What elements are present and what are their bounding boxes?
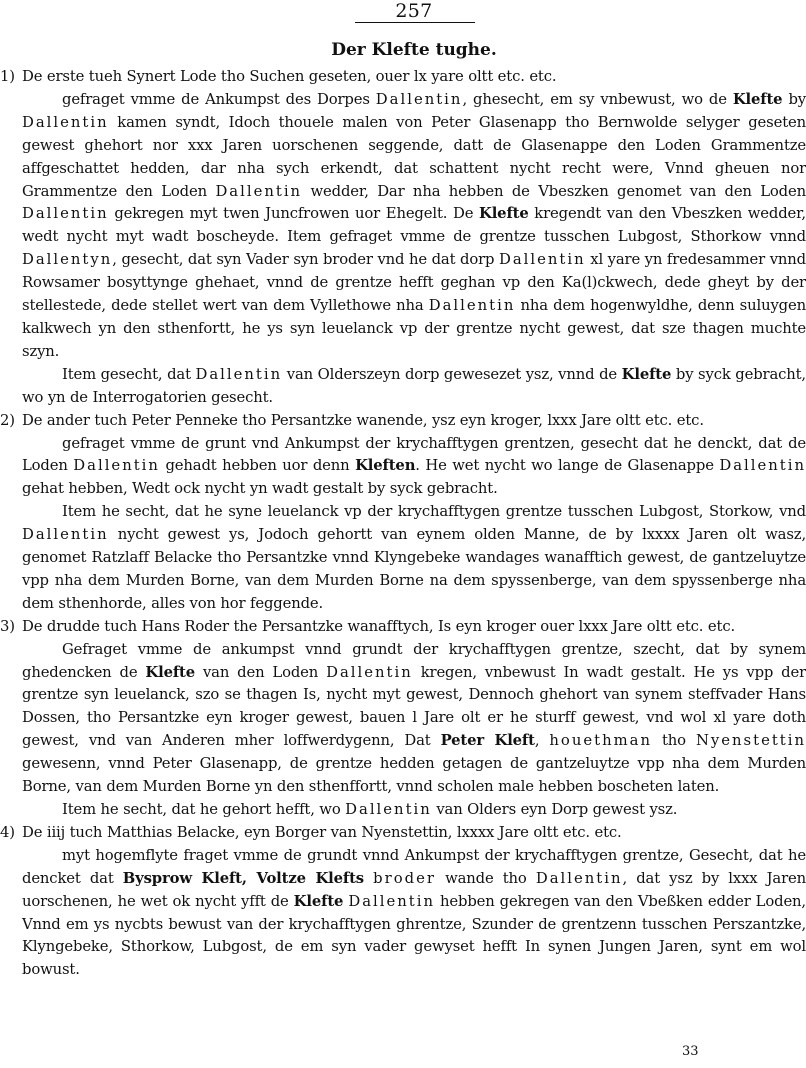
testimony-paragraph bbox=[22, 639, 806, 799]
text-run: Item gesecht, dat bbox=[62, 365, 196, 383]
text-run: gefraget vmme de Ankumpst des Dorpes bbox=[62, 90, 376, 108]
text-run: wedder, Dar nha hebben de Vbeszken genomet van den Loden bbox=[302, 182, 806, 200]
text-run: Item he secht, dat he gehort hefft, wo bbox=[62, 801, 346, 818]
witness-intro-text: De erste tueh Synert Lode tho Suchen geseten, ouer lx yare oltt etc. etc. bbox=[22, 68, 557, 85]
spaced-name: Dallentin bbox=[73, 457, 160, 475]
witness-number: 4) bbox=[0, 823, 15, 841]
emphasized-name: Klefte bbox=[293, 892, 344, 910]
text-run: hebben gekregen van den Vbeßken edder Loden, Vnnd em ys nycbts bewust van der krychafftygen ghrentze, Szunder de grentzenn tusschen Perszantzke, Klyngebeke, Sthorkow, Lubgost, de em syn vader gewyset hefft In synen Jungen Jaren, synt em wol bowust. bbox=[22, 892, 806, 979]
spaced-name: Dallentin bbox=[195, 365, 283, 383]
emphasized-name: Kleften bbox=[355, 457, 416, 475]
section-heading: Der Klefte tughe. bbox=[331, 40, 497, 60]
text-run: gehadt hebben uor denn bbox=[159, 457, 356, 475]
witness-intro bbox=[0, 410, 806, 433]
text-run: nha dem hogenwyldhe, denn suluygen kalkwech yn den sthenfortt, he ys syn leuelanck vp der grentze nycht gewest, dat sze thagen muchte szyn. bbox=[22, 297, 806, 360]
witness-number: 1) bbox=[0, 68, 15, 85]
emphasized-name: Klefte bbox=[621, 365, 672, 383]
spaced-name: Dallentin bbox=[535, 869, 623, 887]
text-run: myt hogemflyte fraget vmme de grundt vnnd Ankumpst der krychafftygen grentze, Gesecht, dat he dencket dat bbox=[22, 846, 806, 887]
emphasized-name: Peter Kleft bbox=[440, 732, 535, 750]
text-run: by syck gebracht, wo yn de Interrogatorien gesecht. bbox=[22, 365, 806, 406]
spaced-name: Dallentin bbox=[428, 297, 516, 315]
testimony-paragraph bbox=[22, 799, 806, 822]
text-run bbox=[364, 870, 373, 887]
text-run: , ghesecht, em sy vnbewust, wo de bbox=[462, 90, 733, 108]
spaced-name: Dallentin bbox=[22, 526, 109, 544]
text-run: kregen, vnbewust In wadt gestalt. He ys vpp der grentze syn leuelanck, szo se thagen Is, nycht myt gewest, Dennoch ghehort van synem steffvader Hans Dossen, tho Persantzke eyn kroger gewest, bauen l Jare olt er he sturff gewest, vnd wol xl yare doth gewest, vnd van Anderen mher loffwerdygenn, Dat bbox=[22, 663, 806, 750]
text-run: van Olderszeyn dorp gewesezet ysz, vnnd de bbox=[282, 365, 622, 383]
spaced-name: Dallentyn bbox=[22, 251, 113, 269]
witness-intro-text: De iiij tuch Matthias Belacke, eyn Borger van Nyenstettin, lxxxx Jare oltt etc. etc. bbox=[22, 823, 622, 841]
text-run: van den Loden bbox=[195, 663, 327, 681]
text-run: Item he secht, dat he syne leuelanck vp der krychafftygen grentze tusschen Lubgost, Storkow, vnd bbox=[62, 503, 806, 521]
text-run: Gefraget vmme de ankumpst vnnd grundt der krychafftygen grentze, szecht, dat by synem ghedencken de bbox=[22, 640, 806, 681]
text-run: tho bbox=[652, 732, 696, 750]
spaced-name: Dallentin bbox=[375, 90, 463, 108]
spaced-name: Dallentin bbox=[22, 113, 109, 131]
witness-intro bbox=[0, 822, 806, 845]
text-run: , bbox=[534, 732, 550, 750]
page-number: 257 bbox=[395, 0, 433, 22]
witness-number: 3) bbox=[0, 617, 15, 635]
text-run: wande tho bbox=[435, 869, 536, 887]
witness-intro-text: De ander tuch Peter Penneke tho Persantzke wanende, ysz eyn kroger, lxxx Jare oltt etc. etc. bbox=[22, 411, 704, 429]
emphasized-name: Klefte bbox=[479, 205, 529, 223]
witness-number: 2) bbox=[0, 411, 15, 429]
text-run: by bbox=[782, 90, 806, 108]
spaced-name: Dallentin bbox=[719, 457, 806, 475]
emphasized-name: Bysprow Kleft, Voltze Klefts bbox=[122, 869, 364, 887]
spaced-name: houethman bbox=[549, 732, 652, 750]
spaced-name: Dallentin bbox=[498, 251, 586, 269]
text-run: gewesenn, vnnd Peter Glasenapp, de grentze hedden getagen de gantzeluytze vpp nha dem Murden Borne, van dem Murden Borne yn den sthenffortt, vnnd scholen male hebben boscheten laten. bbox=[22, 755, 806, 796]
testimony-paragraph bbox=[22, 433, 806, 502]
spaced-name: broder bbox=[373, 869, 436, 887]
spaced-name: Dallentin bbox=[345, 801, 432, 818]
spaced-name: Dallentin bbox=[215, 182, 303, 200]
signature-mark: 33 bbox=[682, 1044, 699, 1059]
witness-intro bbox=[0, 66, 806, 89]
text-run: xl yare yn fredesammer vnnd Rowsamer bosyttynge ghehaet, vnnd de grentze hefft geghan vp den Ka(l)ckwech, dede gheyt by der stellestede, dede stellet wert van dem Vyllethowe nha bbox=[22, 251, 806, 315]
testimony-paragraph bbox=[22, 845, 806, 982]
testimony-paragraph bbox=[22, 364, 806, 410]
spaced-name: Dallentin bbox=[348, 892, 435, 910]
testimony-paragraph bbox=[22, 501, 806, 616]
text-run: kamen syndt, Idoch thouele malen von Peter Glasenapp tho Bernwolde selyger geseten gewest ghehort nor xxx Jaren uorschenen seggende, datt de Glasenappe den Loden Grammentze affgeschattet hedden, dar nha sych erkendt, dat schattent nycht recht were, Vnnd gheuen nor Grammentze den Loden bbox=[22, 113, 806, 200]
emphasized-name: Klefte bbox=[732, 90, 783, 108]
witness-intro bbox=[0, 616, 806, 639]
witness-intro-text: De drudde tuch Hans Roder the Persantzke wanafftych, Is eyn kroger ouer lxxx Jare oltt etc. etc. bbox=[22, 617, 736, 635]
text-run: , dat ysz by lxxx Jaren uorschenen, he wet ok nycht yfft de bbox=[22, 869, 806, 910]
text-run: van Olders eyn Dorp gewest ysz. bbox=[431, 801, 678, 818]
text-run: , gesecht, dat syn Vader syn broder vnd he dat dorp bbox=[112, 251, 499, 269]
spaced-name: Dallentin bbox=[326, 663, 413, 681]
document-body bbox=[0, 66, 806, 982]
emphasized-name: Klefte bbox=[145, 663, 196, 681]
text-run: kregendt van den Vbeszken wedder, wedt nycht myt wadt boscheyde. Item gefraget vmme de grentze tusschen Lubgost, Sthorkow vnnd bbox=[22, 205, 806, 246]
page-number-rule bbox=[355, 22, 475, 23]
text-run: . He wet nycht wo lange de Glasenappe bbox=[415, 457, 720, 475]
text-run: nycht gewest ys, Jodoch gehortt van eynem olden Manne, de by lxxxx Jaren olt wasz, genomet Ratzlaff Belacke tho Persantzke vnnd Klyngebeke wandages wanafftich gewest, de gantzeluytze vpp nha dem Murden Borne, van dem Murden Borne na dem spyssenberge, van dem spyssenberge nha dem sthenhorde, alles von hor feggende. bbox=[22, 526, 806, 612]
spaced-name: Dallentin bbox=[22, 205, 109, 223]
testimony-paragraph bbox=[22, 89, 806, 364]
text-run: gekregen myt twen Juncfrowen uor Ehegelt. De bbox=[108, 205, 479, 223]
spaced-name: Nyenstettin bbox=[695, 732, 806, 750]
text-run: gehat hebben, Wedt ock nycht yn wadt gestalt by syck gebracht. bbox=[22, 480, 498, 498]
text-run: gefraget vmme de grunt vnd Ankumpst der krychafftygen grentzen, gesecht dat he denckt, dat de Loden bbox=[22, 434, 806, 475]
